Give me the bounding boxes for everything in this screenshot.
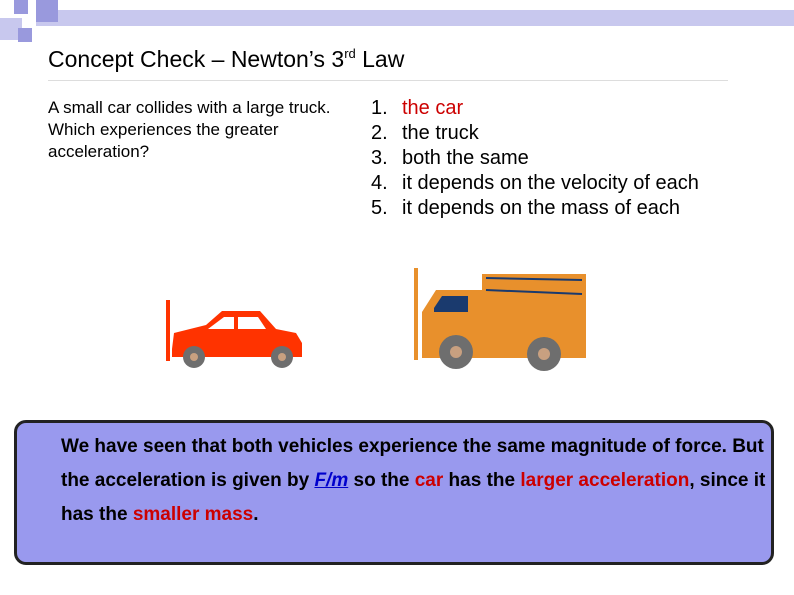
- choice-5: [371, 196, 699, 221]
- formula-f-over-m: F/m: [314, 470, 349, 491]
- choice-number: 1.: [371, 97, 388, 119]
- choice-number: 3.: [371, 147, 388, 169]
- choice-text: it depends on the velocity of each: [402, 172, 699, 194]
- orange-truck-icon: [412, 268, 592, 380]
- header-bar: [36, 10, 794, 26]
- answer-choices: [371, 96, 699, 221]
- title-superscript: rd: [344, 46, 356, 61]
- answer-part-3: has the: [443, 470, 521, 491]
- choice-text: the car: [402, 97, 464, 119]
- title-underline: [48, 80, 728, 81]
- header-square-2: [36, 0, 58, 22]
- choice-2: [371, 121, 699, 146]
- slide-title: [48, 46, 404, 73]
- header-square-4: [18, 28, 32, 42]
- choice-text: both the same: [402, 147, 529, 169]
- answer-larger-acceleration: larger acceleration: [520, 470, 690, 491]
- choice-text: the truck: [402, 122, 479, 144]
- choice-1: [371, 96, 699, 121]
- question-text: A small car collides with a large truck. Which experiences the greater acceleration?: [48, 98, 331, 161]
- title-main: Concept Check – Newton’s 3: [48, 46, 345, 72]
- choice-4: [371, 171, 699, 196]
- answer-part-4: , since it has the: [61, 470, 766, 525]
- choice-number: 5.: [371, 197, 388, 219]
- choice-number: 4.: [371, 172, 388, 194]
- answer-part-2: so the: [348, 470, 415, 491]
- title-end: Law: [355, 46, 405, 72]
- header-square-1: [14, 0, 28, 14]
- choice-3: [371, 146, 699, 171]
- answer-part-5: .: [253, 504, 259, 525]
- answer-part-1: We have seen that both vehicles experience the same magnitude of force. But the acceleration is given by: [61, 436, 764, 491]
- red-car-icon: [164, 295, 312, 375]
- choice-text: it depends on the mass of each: [402, 197, 680, 219]
- choice-number: 2.: [371, 122, 388, 144]
- answer-smaller-mass: smaller mass: [132, 504, 254, 525]
- answer-explanation: [61, 430, 771, 532]
- answer-car: car: [414, 470, 444, 491]
